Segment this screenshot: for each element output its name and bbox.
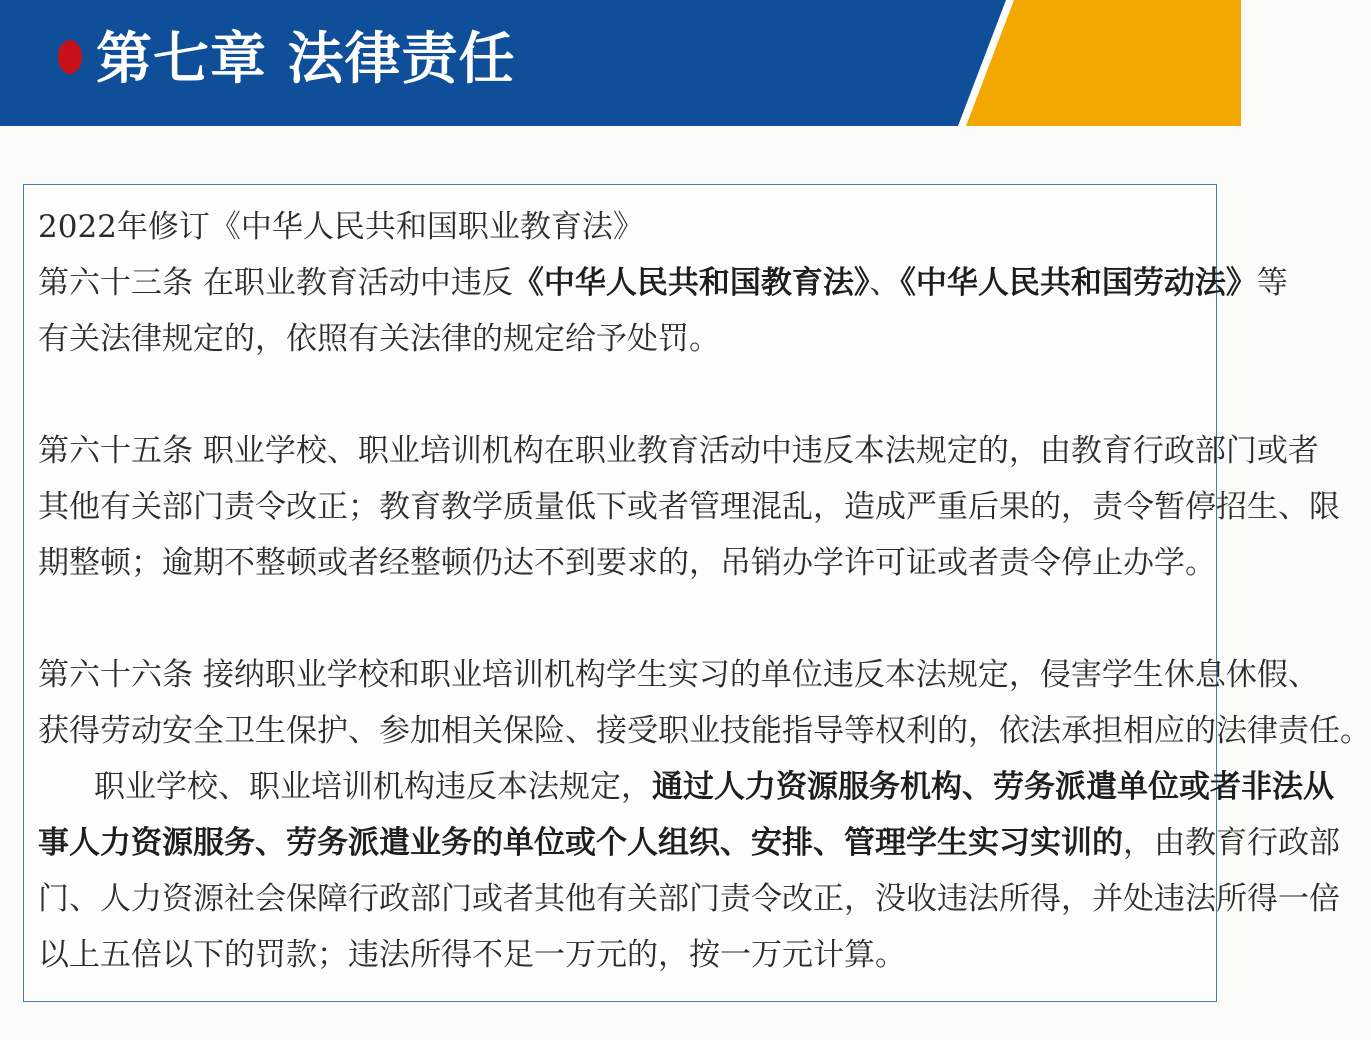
article-66-para2-line-4: 以上五倍以下的罚款；违法所得不足一万元的，按一万元计算。	[38, 937, 906, 973]
article-63-line-1	[38, 255, 1288, 311]
article-66-para2-line-2	[38, 815, 1340, 871]
page-title: 第七章 法律责任	[96, 27, 516, 92]
article-66-para2-emphasis: 通过人力资源服务机构、劳务派遣单位或者非法从	[652, 769, 1334, 805]
labor-law-name: 《中华人民共和国劳动法》	[900, 265, 1257, 301]
article-66-para2-line-3: 门、人力资源社会保障行政部门或者其他有关部门责令改正，没收违法所得，并处违法所得一倍	[38, 881, 1340, 917]
article-65-line-3: 期整顿；逾期不整顿或者经整顿仍达不到要求的，吊销办学许可证或者责令停止办学。	[38, 545, 1216, 581]
separator: 、	[869, 265, 901, 301]
paragraph-spacer	[38, 367, 1214, 423]
article-66-line-2: 获得劳动安全卫生保护、参加相关保险、接受职业技能指导等权利的，依法承担相应的法律责任。	[38, 713, 1371, 749]
article-66-para2-emphasis-cont: 事人力资源服务、劳务派遣业务的单位或个人组织、安排、管理学生实习实训的	[38, 825, 1123, 861]
article-65-line-2: 其他有关部门责令改正；教育教学质量低下或者管理混乱，造成严重后果的，责令暂停招生、限	[38, 489, 1340, 525]
header-bar	[0, 0, 1241, 126]
article-63-line-2: 有关法律规定的，依照有关法律的规定给予处罚。	[38, 321, 720, 357]
article-66-para2-line-1	[38, 759, 1334, 815]
article-65-line-1: 第六十五条 职业学校、职业培训机构在职业教育活动中违反本法规定的，由教育行政部门或者	[38, 433, 1319, 469]
education-law-name: 《中华人民共和国教育法》	[512, 265, 870, 301]
header-bullet-icon	[58, 40, 82, 74]
article-66-para2-text-cont: ，由教育行政部	[1123, 825, 1340, 861]
article-63-text: 第六十三条 在职业教育活动中违反	[38, 265, 513, 301]
article-66-para2-text: 职业学校、职业培训机构违反本法规定，	[94, 769, 652, 805]
article-66-line-1: 第六十六条 接纳职业学校和职业培训机构学生实习的单位违反本法规定，侵害学生休息休假、	[38, 657, 1319, 693]
header-accent-yellow	[966, 0, 1241, 126]
law-text	[38, 199, 1371, 983]
law-text-box	[23, 184, 1371, 1002]
paragraph-spacer	[38, 591, 1214, 647]
law-title: 2022年修订《中华人民共和国职业教育法》	[38, 209, 644, 245]
article-63-text-end: 等	[1256, 265, 1288, 301]
